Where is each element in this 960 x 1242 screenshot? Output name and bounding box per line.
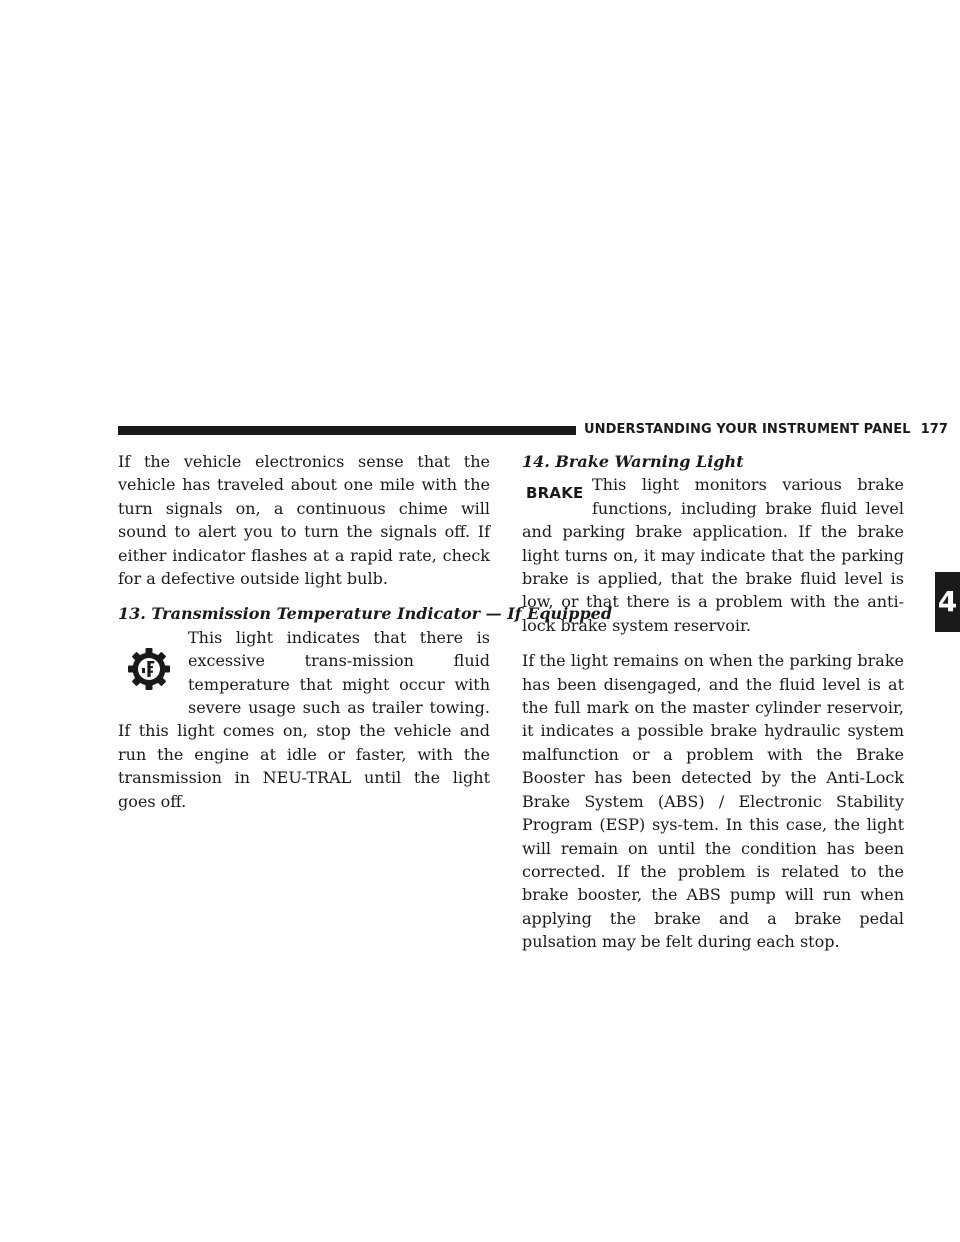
intro-paragraph: If the vehicle electronics sense that the vehicle has traveled about one mile with the turn signals on, a continuous chime will sound to alert you to turn the signals off. If either indicator flashes at a rapid rate, check for a defective outside light bulb. <box>118 452 490 589</box>
item-13-heading: 13. Transmission Temperature Indicator — If Equipped <box>118 604 613 624</box>
brake-paragraph-2: If the light remains on when the parking brake has been disengaged, and the fluid level is at the full mark on the master cylinder reservoir, it indicates a possible brake hydraulic system malfunction or a problem with the Brake Booster has been detected by the Anti-Lock Brake System (ABS) / Electronic Stability Program (ESP) sys-tem. In this case, the light will remain on until the condition has been corrected. If the problem is related to the brake booster, the ABS pump will run when applying the brake and a brake pedal pulsation may be felt during each stop. <box>522 651 904 952</box>
item-14-body: This light monitors various brake functions, including brake fluid level and parking brake application. If the brake light turns on, it may indicate that the parking brake is applied, that the brake fluid level is low, or that there is a problem with the anti-lock brake system reservoir. <box>522 475 904 635</box>
right-column <box>522 450 904 966</box>
header-rule <box>118 426 576 435</box>
running-header <box>584 421 949 439</box>
brake-warning-icon: BRAKE <box>526 484 584 503</box>
page-number: 177 <box>920 422 949 437</box>
section-title: UNDERSTANDING YOUR INSTRUMENT PANEL <box>584 422 911 437</box>
item-14-heading: 14. Brake Warning Light <box>522 452 744 471</box>
chapter-tab: 4 <box>935 572 960 632</box>
item-13-paragraph <box>118 626 490 813</box>
item-13-body: This light indicates that there is excessive trans-mission fluid temperature that might occur with severe usage such as trailer towing. If this light comes on, stop the vehicle and run the engine at idle or faster, with the transmission in NEU-TRAL until the light goes off. <box>118 627 490 811</box>
item-14-paragraph <box>522 473 904 637</box>
transmission-temperature-icon <box>118 636 180 698</box>
